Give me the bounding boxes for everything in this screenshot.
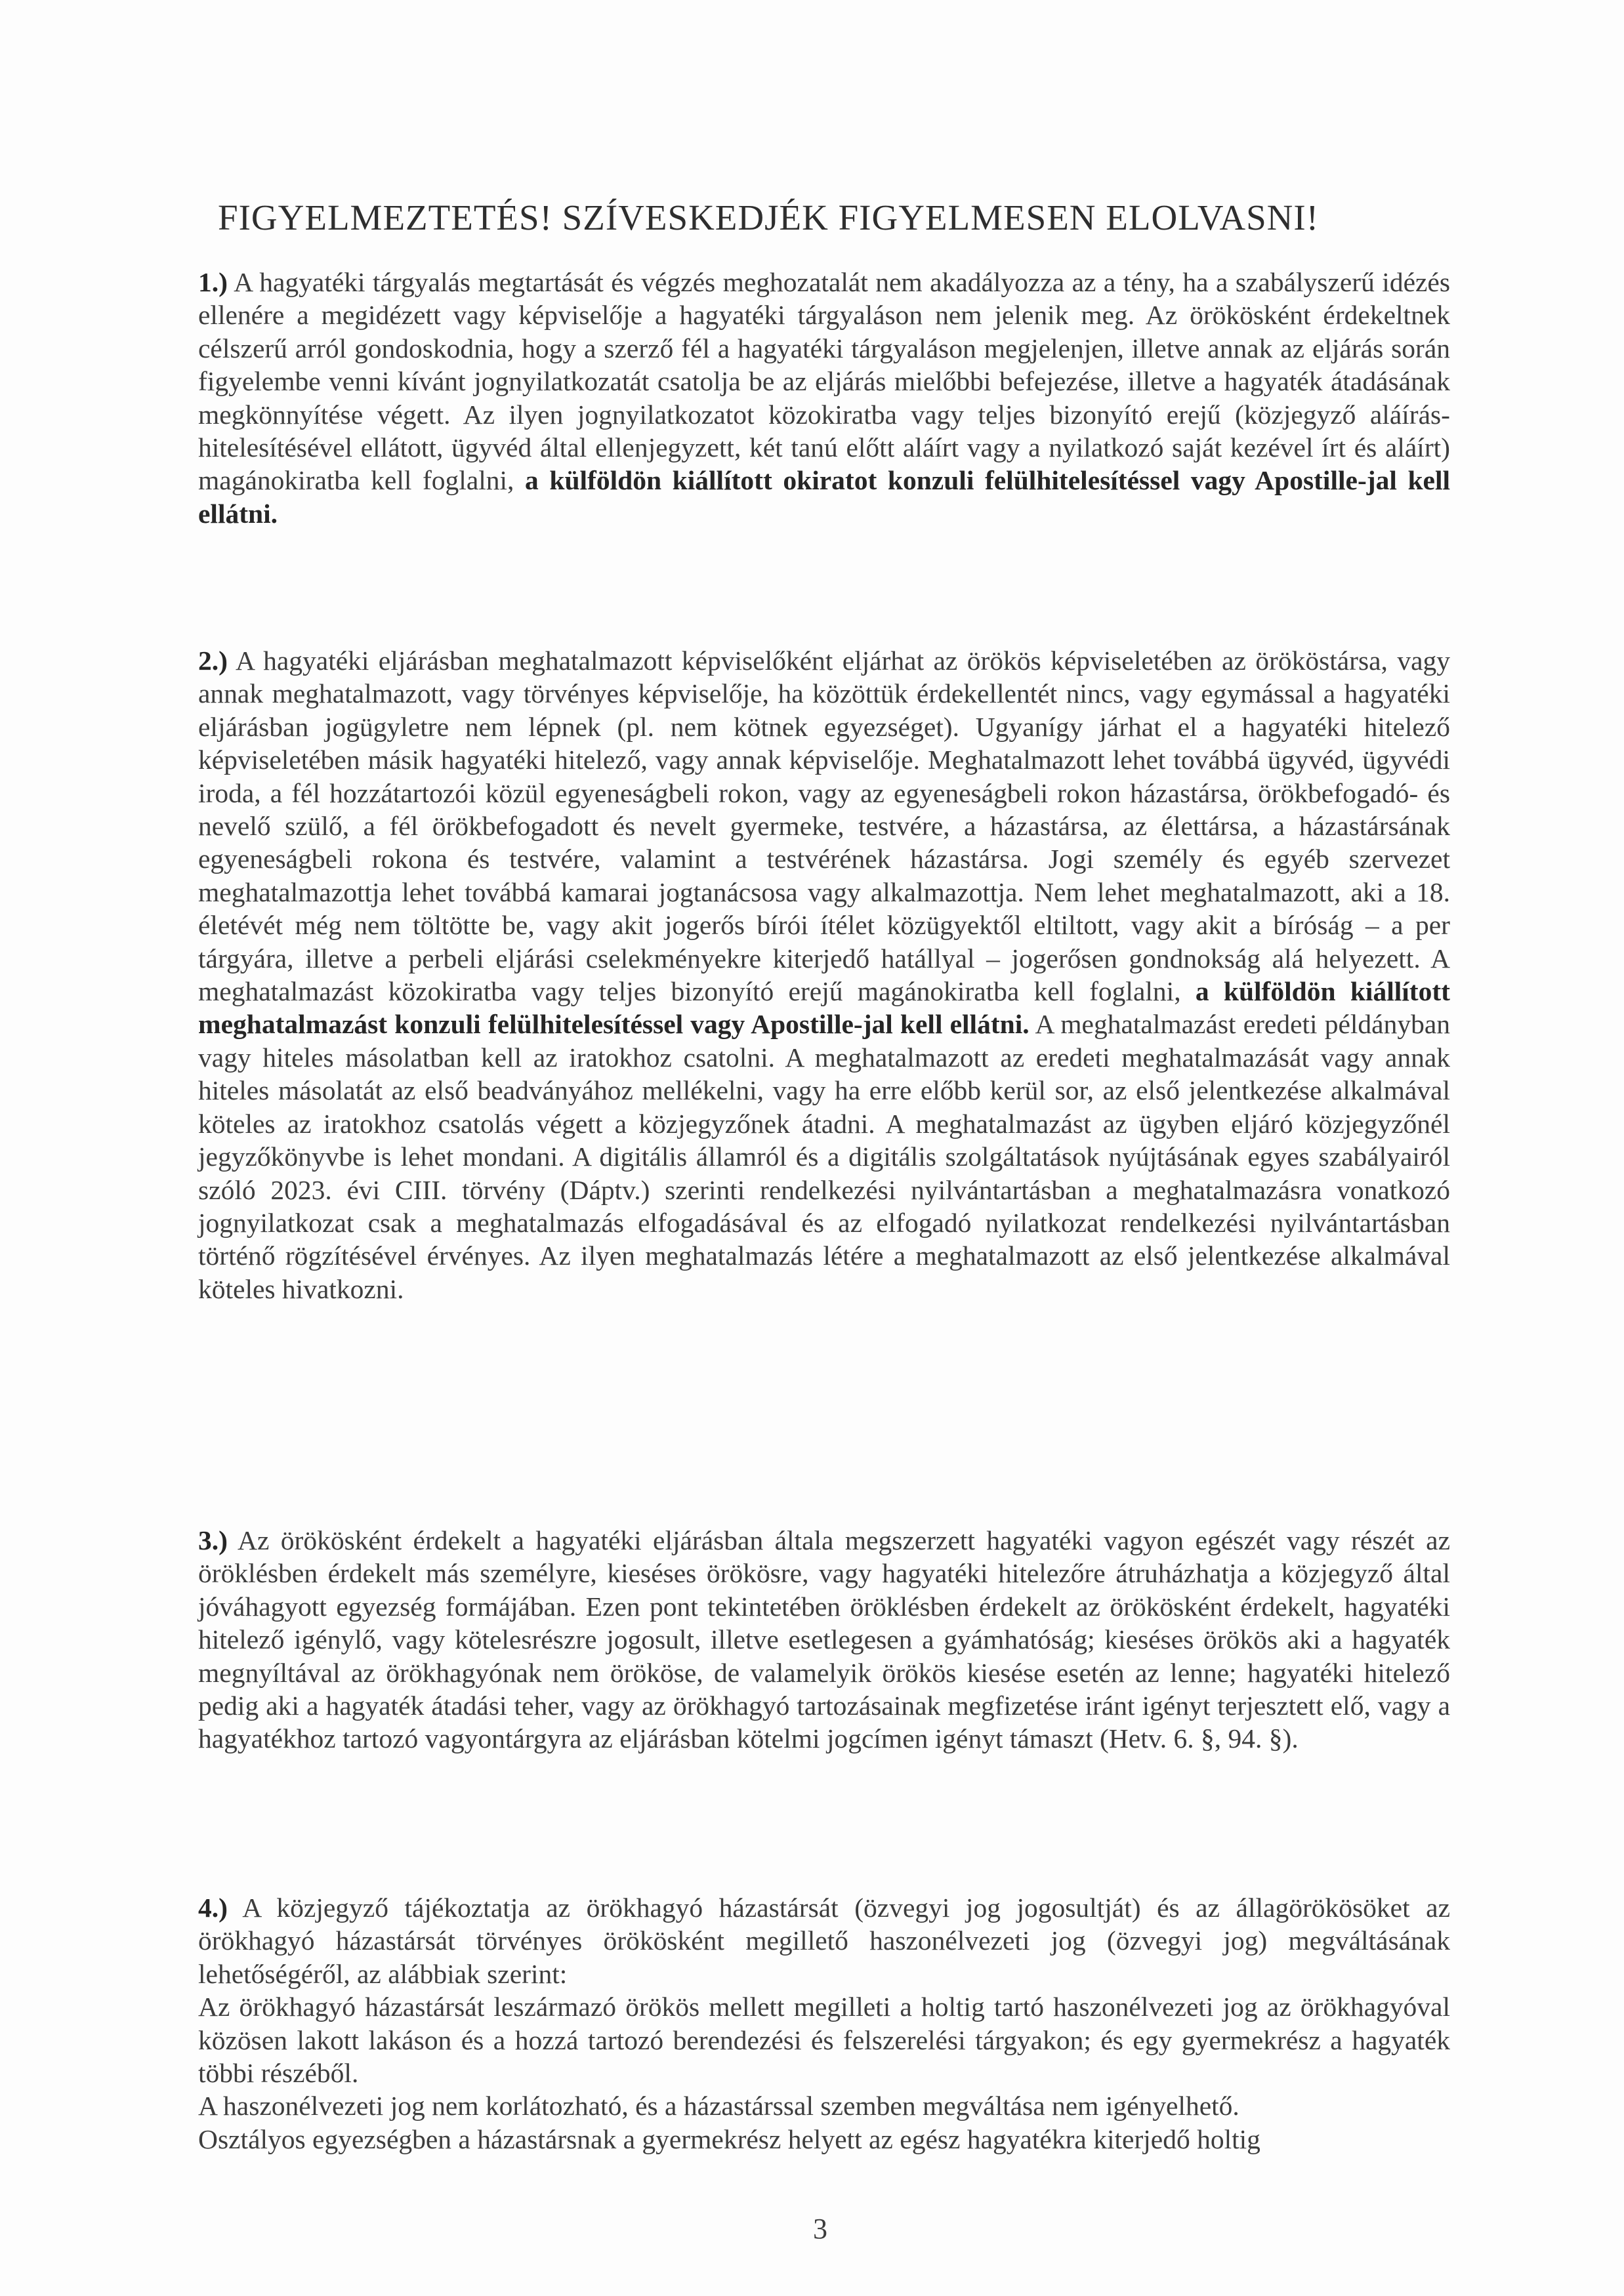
section-2-text-b: A meghatalmazást eredeti példányban vagy hiteles másolatban kell az iratokhoz csatolni. A meghatalmazott az eredeti meghatalmazását vagy annak hiteles másolatát az első beadványához mellékelni, vagy ha erre előbb kerül sor, az első jelentkezése alkalmával köteles az iratokhoz csatolás végett a közjegyzőnek átadni. A meghatalmazást az ügyben eljáró közjegyzőnél jegyzőkönyvbe is lehet mondani. A digitális államról és a digitális szolgáltatások nyújtásának egyes szabályairól szóló 2023. évi CIII. törvény (Dáptv.) szerinti rendelkezési nyilvántartásban a meghatalmazásra vonatkozó jognyilatkozat csak a meghatalmazás elfogadásával és az elfogadó nyilatkozat rendelkezési nyilvántartásban történő rögzítésével érvényes. Az ilyen meghatalmazás létére a meghatalmazott az első jelentkezése alkalmával köteles hivatkozni. [198,1009,1450,1304]
section-2 [198,644,1450,1305]
section-3-text: Az örökösként érdekelt a hagyatéki eljárásban általa megszerzett hagyatéki vagyon egészét vagy részét az öröklésben érdekelt más személyre, kieséses örökösre, vagy hagyatéki hitelezőre átruházhatja a közjegyző által jóváhagyott egyezség formájában. Ezen pont tekintetében öröklésben érdekelt az örökösként érdekelt, hagyatéki hitelező igénylő, vagy kötelesrészre jogosult, illetve esetlegesen a gyámhatóság; kieséses örökös aki a hagyaték megnyíltával az örökhagyónak nem örököse, de valamelyik örökös kiesése esetén az lenne; hagyatéki hitelező pedig aki a hagyaték átadási teher, vagy az örökhagyó tartozásainak megfizetése iránt igényt terjesztett elő, vagy a hagyatékhoz tartozó vagyontárgyra az eljárásban kötelmi jogcímen igényt támaszt (Hetv. 6. §, 94. §). [198,1525,1450,1754]
section-4-line-1: Az örökhagyó házastársát leszármazó örökös mellett megilleti a holtig tartó haszonélvezeti jog az örökhagyóval közösen lakott lakáson és a hozzá tartozó berendezési és felszerelési tárgyakon; és egy gyermekrész a hagyaték többi részéből. [198,1992,1450,2089]
section-4-line-2: A haszonélvezeti jog nem korlátozható, és a házastárssal szemben megváltása nem igényelhető. [198,2091,1239,2122]
section-2-emphasis: a külföldön kiállított meghatalmazást konzuli felülhitelesítéssel vagy Apostille-jal kell ellátni. [198,976,1450,1040]
warning-title: FIGYELMEZTETÉS! SZÍVESKEDJÉK FIGYELMESEN ELOLVASNI! [218,197,1320,237]
section-1 [198,266,1450,530]
section-2-text-a: A hagyatéki eljárásban meghatalmazott képviselőként eljárhat az örökös képviseletében az örököstársa, vagy annak meghatalmazott, vagy törvényes képviselője, ha közöttük érdekellentét nincs, vagy egymással a hagyatéki eljárásban jogügyletre nem lépnek (pl. nem kötnek egyezséget). Ugyanígy járhat el a hagyatéki hitelező képviseletében másik hagyatéki hitelező, vagy annak képviselője. Meghatalmazott lehet továbbá ügyvéd, ügyvédi iroda, a fél hozzátartozói közül egyeneságbeli rokon, vagy az egyeneságbeli rokon házastársa, örökbefogadó- és nevelő szülő, a fél örökbefogadott és nevelt gyermeke, testvére, a házastársa, az élettársa, a házastársának egyeneságbeli rokona és testvére, valamint a testvérének házastársa. Jogi személy és egyéb szervezet meghatalmazottja lehet továbbá kamarai jogtanácsosa vagy alkalmazottja. Nem lehet meghatalmazott, aki a 18. életévét még nem töltötte be, vagy akit jogerős bírói ítélet közügyektől eltiltott, vagy akit a bíróság – a per tárgyára, illetve a perbeli eljárási cselekményekre kiterjedő hatállyal – jogerősen gondnokság alá helyezett. A meghatalmazást közokiratba vagy teljes bizonyító erejű magánokiratba kell foglalni, [198,646,1450,1007]
section-3 [198,1524,1450,1755]
section-4-number: 4.) [198,1893,228,1923]
section-2-number: 2.) [198,646,228,676]
section-1-text: A hagyatéki tárgyalás megtartását és végzés meghozatalát nem akadályozza az a tény, ha a szabályszerű idézés ellenére a megidézett vagy képviselője a hagyatéki tárgyaláson nem jelenik meg. Az örökösként érdekeltnek célszerű arról gondoskodnia, hogy a szerző fél a hagyatéki tárgyaláson megjelenjen, illetve annak az eljárás során figyelembe venni kívánt jognyilatkozatát csatolja be az eljárás mielőbbi befejezése, illetve a hagyaték átadásának megkönnyítése végett. Az ilyen jognyilatkozatot közokiratba vagy teljes bizonyító erejű (közjegyző aláírás-hitelesítésével ellátott, ügyvéd által ellenjegyzett, két tanú előtt aláírt vagy a nyilatkozó saját kezével írt és aláírt) magánokiratba kell foglalni, [198,267,1450,496]
section-1-emphasis: a külföldön kiállított okiratot konzuli felülhitelesítéssel vagy Apostille-jal kell ellátni. [198,465,1450,529]
section-1-number: 1.) [198,267,228,297]
section-4-line-3: Osztályos egyezségben a házastársnak a gyermekrész helyett az egész hagyatékra kiterjedő holtig [198,2123,1260,2154]
page-number: 3 [813,2213,827,2245]
section-4 [198,1891,1450,2156]
section-3-number: 3.) [198,1525,228,1555]
section-4-text: A közjegyző tájékoztatja az örökhagyó házastársát (özvegyi jog jogosultját) és az állagörökösöket az örökhagyó házastársát törvényes örökösként megillető haszonélvezeti jog (özvegyi jog) megváltásának lehetőségéről, az alábbiak szerint: [198,1893,1450,1989]
